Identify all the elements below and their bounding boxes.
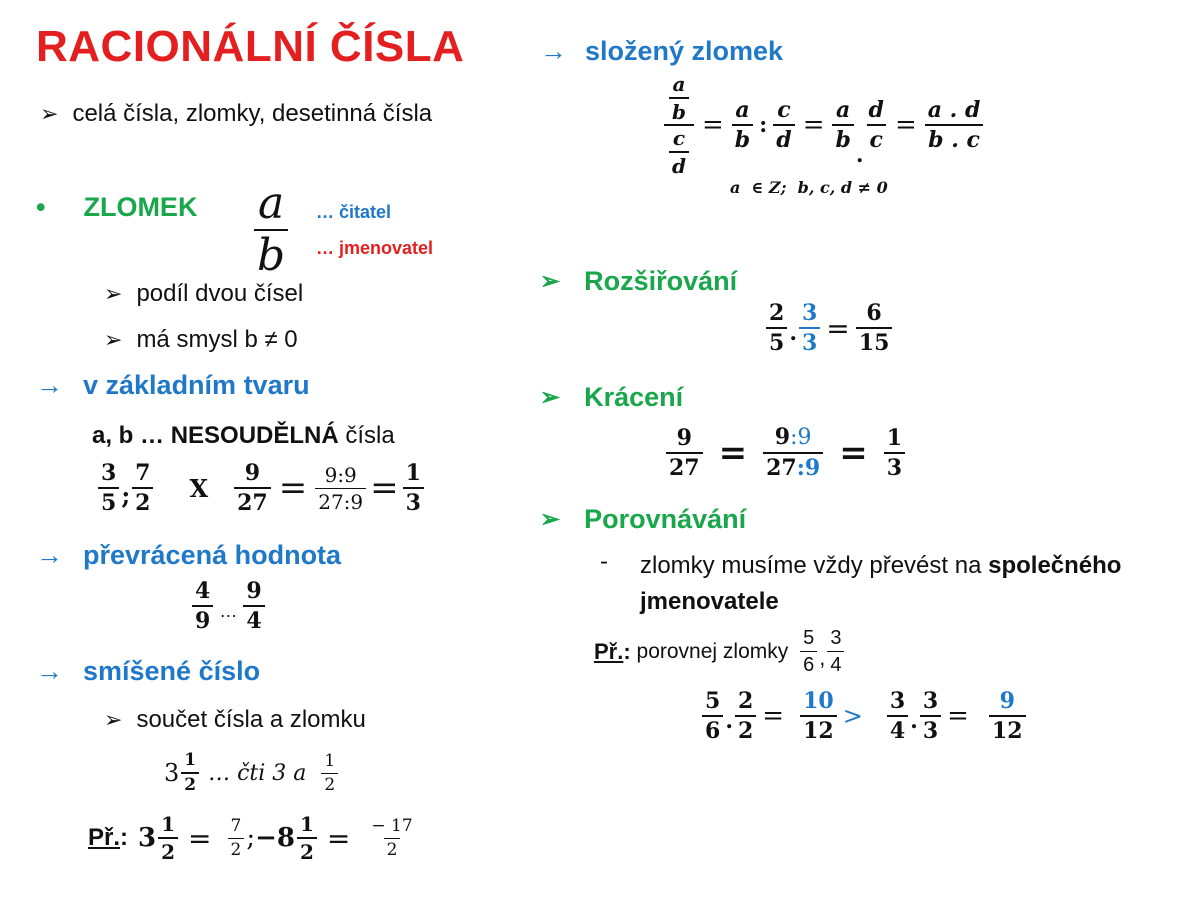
frac-den: 12 bbox=[989, 715, 1026, 742]
zlomek-heading bbox=[36, 192, 197, 223]
frac-num: 5 bbox=[705, 688, 721, 714]
nesoudelna-post: čísla bbox=[338, 422, 395, 449]
ex-frac-den: 27 bbox=[234, 487, 271, 514]
dot: . bbox=[725, 708, 733, 734]
eq: = bbox=[326, 821, 351, 855]
frac-num: a . d bbox=[927, 97, 981, 123]
frac-num: 3 bbox=[830, 627, 842, 649]
eq: = bbox=[894, 110, 917, 140]
frac-den: 3 bbox=[920, 715, 941, 742]
frac-den: b . c bbox=[925, 124, 983, 151]
ex-x: X bbox=[189, 473, 209, 503]
frac-num: 1 bbox=[161, 812, 176, 836]
kraceni-example bbox=[664, 426, 907, 479]
frac-den: c bbox=[867, 124, 886, 151]
intro-text: celá čísla, zlomky, desetinná čísla bbox=[72, 100, 433, 127]
zlomek-heading-text: ZLOMEK bbox=[83, 192, 198, 222]
frac-num: 2 bbox=[769, 300, 785, 326]
ex-frac-num: 3 bbox=[101, 460, 117, 486]
frac-num: a bbox=[672, 72, 686, 96]
frac-den: 3 bbox=[884, 452, 905, 479]
right-arrow-icon: → bbox=[36, 540, 63, 570]
pr-label: Př. bbox=[594, 638, 624, 664]
prevracena-heading-text: převrácená hodnota bbox=[83, 540, 342, 570]
kraceni-heading-text: Krácení bbox=[584, 382, 684, 412]
frac-num: 4 bbox=[195, 578, 211, 604]
frac-den: 2 bbox=[158, 837, 178, 862]
dot: . bbox=[855, 142, 864, 168]
smisene-example bbox=[164, 752, 340, 794]
eq: = bbox=[826, 311, 850, 345]
frac-num: c bbox=[672, 126, 686, 150]
arrow-bullet-icon: ➢ bbox=[104, 327, 123, 352]
frac-den: 4 bbox=[243, 605, 264, 632]
porovnavani-pr bbox=[594, 628, 846, 675]
numerator-label: … čitatel bbox=[316, 202, 392, 222]
frac-den-divisor: :9 bbox=[796, 455, 821, 481]
slozeny-condition: a ∈ Z; b, c, d ≠ 0 bbox=[730, 178, 888, 197]
slozeny-heading-text: složený zlomek bbox=[585, 36, 784, 66]
frac-num: − 17 bbox=[371, 815, 413, 836]
arrow-bullet-icon: ➢ bbox=[540, 506, 561, 533]
ex-frac-num: 9 bbox=[244, 460, 261, 486]
nesoudelna-line bbox=[92, 422, 395, 450]
ex-frac-den: 5 bbox=[98, 487, 119, 514]
porovnavani-heading-text: Porovnávání bbox=[584, 504, 747, 534]
frac-num: d bbox=[868, 97, 884, 123]
ex-frac-num: 7 bbox=[135, 460, 151, 486]
zlomek-point-text: má smysl b ≠ 0 bbox=[136, 326, 298, 353]
slozeny-heading bbox=[540, 36, 783, 67]
sep: , bbox=[819, 645, 826, 670]
frac-num: a bbox=[836, 97, 851, 123]
frac-den: 4 bbox=[887, 715, 908, 742]
frac-den: 3 bbox=[799, 327, 820, 354]
ex-eq: = bbox=[278, 468, 308, 508]
frac-num: 9 bbox=[246, 578, 262, 604]
pr-colon: : bbox=[623, 638, 631, 664]
ex-frac-num: 9:9 bbox=[324, 462, 357, 487]
zakladni-tvar-example bbox=[96, 462, 426, 514]
zlomek-point-2 bbox=[104, 326, 298, 354]
frac-den: d bbox=[773, 124, 794, 151]
pr-colon: : bbox=[120, 824, 129, 851]
frac-num: 6 bbox=[866, 300, 882, 326]
smisene-heading bbox=[36, 656, 260, 687]
arrow-bullet-icon: ➢ bbox=[104, 707, 123, 732]
frac-den-part: 27 bbox=[766, 455, 797, 481]
pr-text: porovnej zlomky bbox=[630, 639, 795, 663]
frac-den: b bbox=[669, 97, 689, 122]
zakladni-tvar-heading bbox=[36, 370, 310, 401]
frac-den: 12 bbox=[800, 715, 837, 742]
frac-num-divisor: :9 bbox=[790, 425, 812, 450]
frac-num: a bbox=[735, 97, 750, 123]
dot: . bbox=[910, 708, 918, 734]
ex-frac-den: 3 bbox=[403, 487, 424, 514]
mixed-whole: 3 bbox=[138, 823, 157, 853]
eq: = bbox=[188, 821, 212, 855]
right-arrow-icon: → bbox=[540, 36, 567, 66]
eq: = bbox=[802, 110, 825, 140]
porovnavani-heading bbox=[540, 504, 746, 535]
frac-den: 6 bbox=[702, 715, 723, 742]
ex-frac-num: 1 bbox=[405, 460, 421, 486]
gt: > bbox=[842, 702, 863, 730]
zlomek-numerator: a bbox=[257, 178, 285, 229]
porovnavani-calc bbox=[700, 690, 1028, 742]
zlomek-point-text: podíl dvou čísel bbox=[136, 280, 304, 307]
frac-num: 1 bbox=[324, 750, 336, 771]
nesoudelna-bold: NESOUDĚLNÁ bbox=[170, 422, 339, 449]
frac-den: b bbox=[732, 124, 753, 151]
dot-bullet-icon: • bbox=[36, 192, 46, 222]
smisene-point-text: součet čísla a zlomku bbox=[136, 706, 366, 733]
frac-den: 2 bbox=[735, 715, 756, 742]
smisene-point bbox=[104, 706, 366, 734]
eq: = bbox=[701, 110, 724, 140]
intro-line bbox=[40, 100, 432, 128]
ellipsis: … bbox=[219, 600, 238, 621]
rozsirovani-example bbox=[764, 302, 894, 354]
ex-sep: ; bbox=[121, 481, 131, 510]
denominator-label: … jmenovatel bbox=[316, 238, 434, 258]
porovnavani-text-bold: společného bbox=[988, 552, 1122, 579]
frac-den: 2 bbox=[321, 773, 338, 794]
frac-num: c bbox=[777, 97, 791, 123]
right-arrow-icon: → bbox=[36, 656, 63, 686]
ex-frac-den: 27:9 bbox=[315, 488, 366, 512]
dot: . bbox=[789, 320, 797, 346]
frac-den: 4 bbox=[827, 651, 844, 675]
sep: ; bbox=[246, 823, 256, 853]
zlomek-symbol bbox=[252, 178, 290, 281]
frac-den: 2 bbox=[181, 772, 199, 794]
eq: = bbox=[718, 432, 748, 473]
porovnavani-text bbox=[640, 548, 1121, 620]
eq: = bbox=[762, 701, 785, 731]
ex-eq: = bbox=[370, 468, 399, 508]
frac-den: 15 bbox=[856, 327, 893, 354]
ex-frac-den: 2 bbox=[132, 487, 153, 514]
frac-num: 3 bbox=[801, 300, 818, 326]
frac-den: 2 bbox=[228, 838, 245, 859]
rozsirovani-heading-text: Rozšiřování bbox=[584, 266, 738, 296]
frac-den: 6 bbox=[800, 651, 817, 675]
frac-num: 2 bbox=[737, 688, 754, 714]
zlomek-denominator: b bbox=[254, 229, 288, 278]
frac-den: 27 bbox=[666, 452, 703, 479]
slozeny-formula bbox=[662, 74, 985, 176]
right-arrow-icon: → bbox=[36, 370, 63, 400]
eq: = bbox=[839, 432, 868, 473]
frac-den: b bbox=[832, 124, 853, 151]
zakladni-tvar-heading-text: v základním tvaru bbox=[83, 370, 310, 400]
frac-num: 9 bbox=[999, 688, 1015, 714]
frac-num: 1 bbox=[886, 424, 902, 451]
mixed-whole: 3 bbox=[164, 759, 180, 787]
frac-num: 9 bbox=[676, 424, 692, 451]
page-title: RACIONÁLNÍ ČÍSLA bbox=[36, 22, 465, 71]
smisene-heading-text: smíšené číslo bbox=[83, 656, 261, 686]
frac-num: 3 bbox=[889, 688, 906, 714]
smisene-pr bbox=[88, 814, 418, 862]
frac-num: 7 bbox=[230, 815, 242, 836]
porovnavani-dash: - bbox=[600, 548, 608, 575]
arrow-bullet-icon: ➢ bbox=[540, 268, 561, 295]
zlomek-point-1 bbox=[104, 280, 303, 308]
prevracena-example bbox=[190, 580, 267, 632]
frac-den: 9 bbox=[192, 605, 213, 632]
porovnavani-text-pre: zlomky musíme vždy převést na bbox=[640, 552, 989, 579]
frac-num: 5 bbox=[803, 627, 815, 649]
frac-num-part: 9 bbox=[774, 424, 791, 450]
frac-num: 1 bbox=[299, 812, 314, 836]
rozsirovani-heading bbox=[540, 266, 737, 297]
frac-num: 1 bbox=[184, 750, 197, 770]
arrow-bullet-icon: ➢ bbox=[540, 384, 561, 411]
pr-label: Př. bbox=[88, 824, 121, 851]
div: : bbox=[759, 112, 768, 138]
arrow-bullet-icon: ➢ bbox=[40, 101, 59, 126]
frac-den: 2 bbox=[384, 838, 401, 859]
kraceni-heading bbox=[540, 382, 683, 413]
prevracena-heading bbox=[36, 540, 341, 571]
frac-den: 5 bbox=[766, 327, 787, 354]
mixed-whole: −8 bbox=[255, 823, 295, 853]
frac-num: 3 bbox=[922, 688, 939, 714]
nesoudelna-pre: a, b … bbox=[92, 422, 171, 449]
porovnavani-text-bold2: jmenovatele bbox=[640, 588, 779, 615]
frac-den: 2 bbox=[297, 837, 317, 862]
mixed-text: … čti 3 a bbox=[201, 760, 314, 786]
frac-num: 10 bbox=[803, 688, 834, 714]
eq: = bbox=[947, 701, 969, 731]
frac-den: d bbox=[669, 151, 689, 176]
arrow-bullet-icon: ➢ bbox=[104, 281, 123, 306]
